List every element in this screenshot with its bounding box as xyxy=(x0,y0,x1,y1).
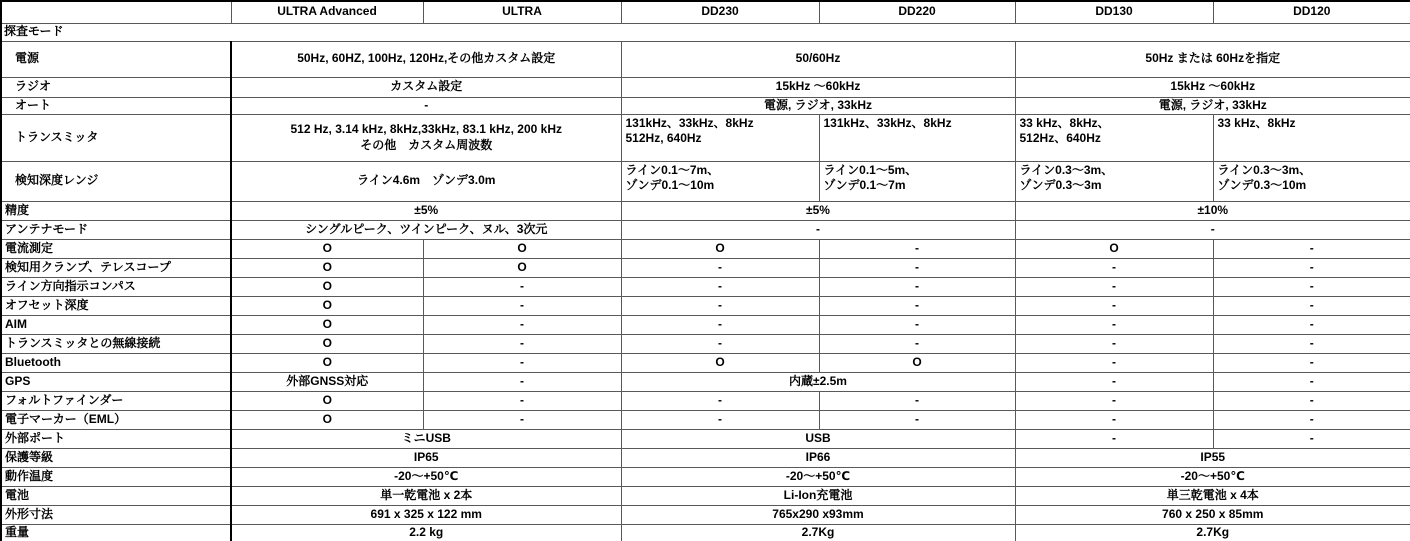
row-label: 電源 xyxy=(1,41,231,77)
row-label: AIM xyxy=(1,315,231,334)
spec-cell: 単三乾電池 x 4本 xyxy=(1015,486,1410,505)
spec-cell-line: ライン0.1〜7m、 xyxy=(625,162,720,177)
table-row xyxy=(1,429,1410,448)
row-label: ラジオ xyxy=(1,77,231,97)
spec-cell: シングルピーク、ツインピーク、ヌル、3次元 xyxy=(231,220,621,239)
row-label: 電池 xyxy=(1,486,231,505)
column-header: ULTRA xyxy=(423,1,621,23)
table-row xyxy=(1,97,1410,114)
spec-cell: O xyxy=(819,353,1015,372)
spec-cell: - xyxy=(621,258,819,277)
spec-cell: 2.2 kg xyxy=(231,524,621,541)
spec-cell: - xyxy=(1015,296,1213,315)
spec-cell: 15kHz 〜60kHz xyxy=(1015,77,1410,97)
spec-cell: O xyxy=(231,410,423,429)
spec-cell: O xyxy=(423,258,621,277)
column-header: DD220 xyxy=(819,1,1015,23)
spec-cell-line: 512 Hz, 3.14 kHz, 8kHz,33kHz, 83.1 kHz, 200 kHz xyxy=(290,121,562,136)
spec-cell: - xyxy=(1213,239,1410,258)
row-label: 電子マーカー（EML） xyxy=(1,410,231,429)
table-row xyxy=(1,114,1410,161)
spec-cell-line: 131kHz、33kHz、8kHz xyxy=(625,115,754,130)
table-row xyxy=(1,201,1410,220)
spec-cell: - xyxy=(819,296,1015,315)
header-row xyxy=(1,1,1410,23)
row-label: ライン方向指示コンパス xyxy=(1,277,231,296)
spec-cell: - xyxy=(423,315,621,334)
spec-cell xyxy=(1015,114,1213,161)
spec-cell: 50Hz または 60Hzを指定 xyxy=(1015,41,1410,77)
row-label: 検知用クランプ、テレスコープ xyxy=(1,258,231,277)
spec-cell: 単一乾電池 x 2本 xyxy=(231,486,621,505)
spec-cell: - xyxy=(1015,334,1213,353)
table-row xyxy=(1,277,1410,296)
row-label: 電流測定 xyxy=(1,239,231,258)
spec-cell: - xyxy=(423,391,621,410)
table-row xyxy=(1,220,1410,239)
table-row xyxy=(1,334,1410,353)
table-row xyxy=(1,505,1410,524)
spec-cell: O xyxy=(231,334,423,353)
spec-cell xyxy=(819,161,1015,201)
spec-cell: - xyxy=(423,334,621,353)
spec-cell: O xyxy=(231,258,423,277)
spec-cell: - xyxy=(1213,315,1410,334)
table-row xyxy=(1,524,1410,541)
row-label: 外部ポート xyxy=(1,429,231,448)
spec-cell-line: ライン0.3〜3m、 xyxy=(1217,162,1312,177)
spec-cell: -20〜+50℃ xyxy=(621,467,1015,486)
table-row xyxy=(1,296,1410,315)
spec-cell: - xyxy=(1015,353,1213,372)
spec-cell: - xyxy=(819,258,1015,277)
spec-cell: - xyxy=(1015,429,1213,448)
row-label: トランスミッタとの無線接続 xyxy=(1,334,231,353)
spec-cell: - xyxy=(1213,410,1410,429)
table-row xyxy=(1,372,1410,391)
spec-cell: - xyxy=(621,296,819,315)
spec-cell: - xyxy=(423,353,621,372)
spec-cell: O xyxy=(231,277,423,296)
spec-cell: - xyxy=(1015,220,1410,239)
spec-cell: - xyxy=(1213,296,1410,315)
spec-cell: IP55 xyxy=(1015,448,1410,467)
spec-cell-line: ゾンデ0.3〜10m xyxy=(1217,178,1307,193)
spec-cell-line: その他 カスタム周波数 xyxy=(360,137,493,152)
table-row xyxy=(1,410,1410,429)
spec-cell: - xyxy=(819,391,1015,410)
spec-cell: ±5% xyxy=(231,201,621,220)
spec-cell: - xyxy=(819,239,1015,258)
spec-cell-line: ゾンデ0.3〜3m xyxy=(1019,178,1102,193)
spec-cell: IP65 xyxy=(231,448,621,467)
spec-cell: - xyxy=(621,277,819,296)
row-label: 外形寸法 xyxy=(1,505,231,524)
spec-cell: - xyxy=(1213,258,1410,277)
table-row xyxy=(1,41,1410,77)
spec-cell: 50/60Hz xyxy=(621,41,1015,77)
row-label: トランスミッタ xyxy=(1,114,231,161)
spec-cell: - xyxy=(621,334,819,353)
spec-cell: 外部GNSS対応 xyxy=(231,372,423,391)
spec-cell: 760 x 250 x 85mm xyxy=(1015,505,1410,524)
spec-cell: - xyxy=(1213,429,1410,448)
table-row xyxy=(1,467,1410,486)
section-row xyxy=(1,23,1410,41)
table-row xyxy=(1,258,1410,277)
table-row xyxy=(1,77,1410,97)
spec-cell: - xyxy=(621,315,819,334)
row-label: フォルトファインダー xyxy=(1,391,231,410)
spec-cell: O xyxy=(231,239,423,258)
spec-cell: O xyxy=(231,353,423,372)
spec-cell: - xyxy=(423,372,621,391)
spec-cell: - xyxy=(1015,391,1213,410)
spec-cell xyxy=(1213,161,1410,201)
spec-cell: 691 x 325 x 122 mm xyxy=(231,505,621,524)
row-label: Bluetooth xyxy=(1,353,231,372)
spec-cell: - xyxy=(819,315,1015,334)
row-label: 動作温度 xyxy=(1,467,231,486)
spec-cell: - xyxy=(1015,372,1213,391)
spec-cell: - xyxy=(819,410,1015,429)
spec-cell-line: ライン0.1〜5m、 xyxy=(823,162,918,177)
spec-cell: O xyxy=(231,315,423,334)
spec-cell: - xyxy=(621,410,819,429)
spec-cell: 電源, ラジオ, 33kHz xyxy=(621,97,1015,114)
spec-cell: - xyxy=(1213,372,1410,391)
column-header: ULTRA Advanced xyxy=(231,1,423,23)
row-label: 重量 xyxy=(1,524,231,541)
spec-cell xyxy=(819,114,1015,161)
spec-cell: - xyxy=(1213,277,1410,296)
spec-cell: 2.7Kg xyxy=(1015,524,1410,541)
corner-cell xyxy=(1,1,231,23)
table-row xyxy=(1,391,1410,410)
spec-cell: - xyxy=(819,334,1015,353)
spec-cell: 内蔵±2.5m xyxy=(621,372,1015,391)
spec-cell: O xyxy=(231,391,423,410)
table-row xyxy=(1,486,1410,505)
spec-cell: 15kHz 〜60kHz xyxy=(621,77,1015,97)
spec-cell: -20〜+50℃ xyxy=(1015,467,1410,486)
spec-cell: - xyxy=(1015,410,1213,429)
spec-cell-line: 131kHz、33kHz、8kHz xyxy=(823,115,952,130)
spec-cell: -20〜+50℃ xyxy=(231,467,621,486)
table-row xyxy=(1,161,1410,201)
spec-cell: O xyxy=(231,296,423,315)
spec-cell: - xyxy=(1015,315,1213,334)
spec-cell: - xyxy=(423,410,621,429)
spec-cell: O xyxy=(423,239,621,258)
spec-cell xyxy=(621,114,819,161)
spec-cell xyxy=(621,161,819,201)
spec-cell: USB xyxy=(621,429,1015,448)
spec-cell: - xyxy=(231,97,621,114)
section-header: 探査モード xyxy=(1,23,1410,41)
spec-cell: 電源, ラジオ, 33kHz xyxy=(1015,97,1410,114)
spec-cell xyxy=(1015,161,1213,201)
table-row xyxy=(1,315,1410,334)
spec-cell: - xyxy=(423,277,621,296)
table-row xyxy=(1,448,1410,467)
table-row xyxy=(1,353,1410,372)
spec-cell: - xyxy=(1213,353,1410,372)
spec-cell: - xyxy=(621,391,819,410)
spec-cell: Li-Ion充電池 xyxy=(621,486,1015,505)
spec-cell-line: 33 kHz、8kHz、 xyxy=(1019,115,1110,130)
spec-cell: - xyxy=(1213,391,1410,410)
row-label: オート xyxy=(1,97,231,114)
row-label: 保護等級 xyxy=(1,448,231,467)
spec-cell xyxy=(231,114,621,161)
spec-table-body xyxy=(1,1,1410,541)
spec-cell: ライン4.6m ゾンデ3.0m xyxy=(231,161,621,201)
spec-cell: - xyxy=(1015,258,1213,277)
column-header: DD230 xyxy=(621,1,819,23)
spec-cell: O xyxy=(621,353,819,372)
spec-cell: - xyxy=(423,296,621,315)
spec-cell: - xyxy=(819,277,1015,296)
spec-cell: - xyxy=(1015,277,1213,296)
spec-cell: カスタム設定 xyxy=(231,77,621,97)
row-label: オフセット深度 xyxy=(1,296,231,315)
spec-cell: O xyxy=(621,239,819,258)
spec-cell xyxy=(1213,114,1410,161)
column-header: DD130 xyxy=(1015,1,1213,23)
table-row xyxy=(1,239,1410,258)
spec-cell-line: ゾンデ0.1〜10m xyxy=(625,178,715,193)
column-header: DD120 xyxy=(1213,1,1410,23)
spec-cell-line: ライン0.3〜3m、 xyxy=(1019,162,1114,177)
spec-cell-line: ゾンデ0.1〜7m xyxy=(823,178,906,193)
spec-cell: - xyxy=(621,220,1015,239)
spec-cell: 2.7Kg xyxy=(621,524,1015,541)
spec-cell: 50Hz, 60HZ, 100Hz, 120Hz,その他カスタム設定 xyxy=(231,41,621,77)
spec-cell: 765x290 x93mm xyxy=(621,505,1015,524)
spec-cell: - xyxy=(1213,334,1410,353)
spec-cell: O xyxy=(1015,239,1213,258)
spec-cell-line: 512Hz、640Hz xyxy=(1019,131,1101,146)
spec-cell-line: 512Hz, 640Hz xyxy=(625,131,702,146)
spec-cell: ミニUSB xyxy=(231,429,621,448)
spec-cell: IP66 xyxy=(621,448,1015,467)
row-label: GPS xyxy=(1,372,231,391)
row-label: アンテナモード xyxy=(1,220,231,239)
row-label: 検知深度レンジ xyxy=(1,161,231,201)
spec-cell: ±5% xyxy=(621,201,1015,220)
spec-cell-line: 33 kHz、8kHz xyxy=(1217,115,1296,130)
row-label: 精度 xyxy=(1,201,231,220)
spec-cell: ±10% xyxy=(1015,201,1410,220)
